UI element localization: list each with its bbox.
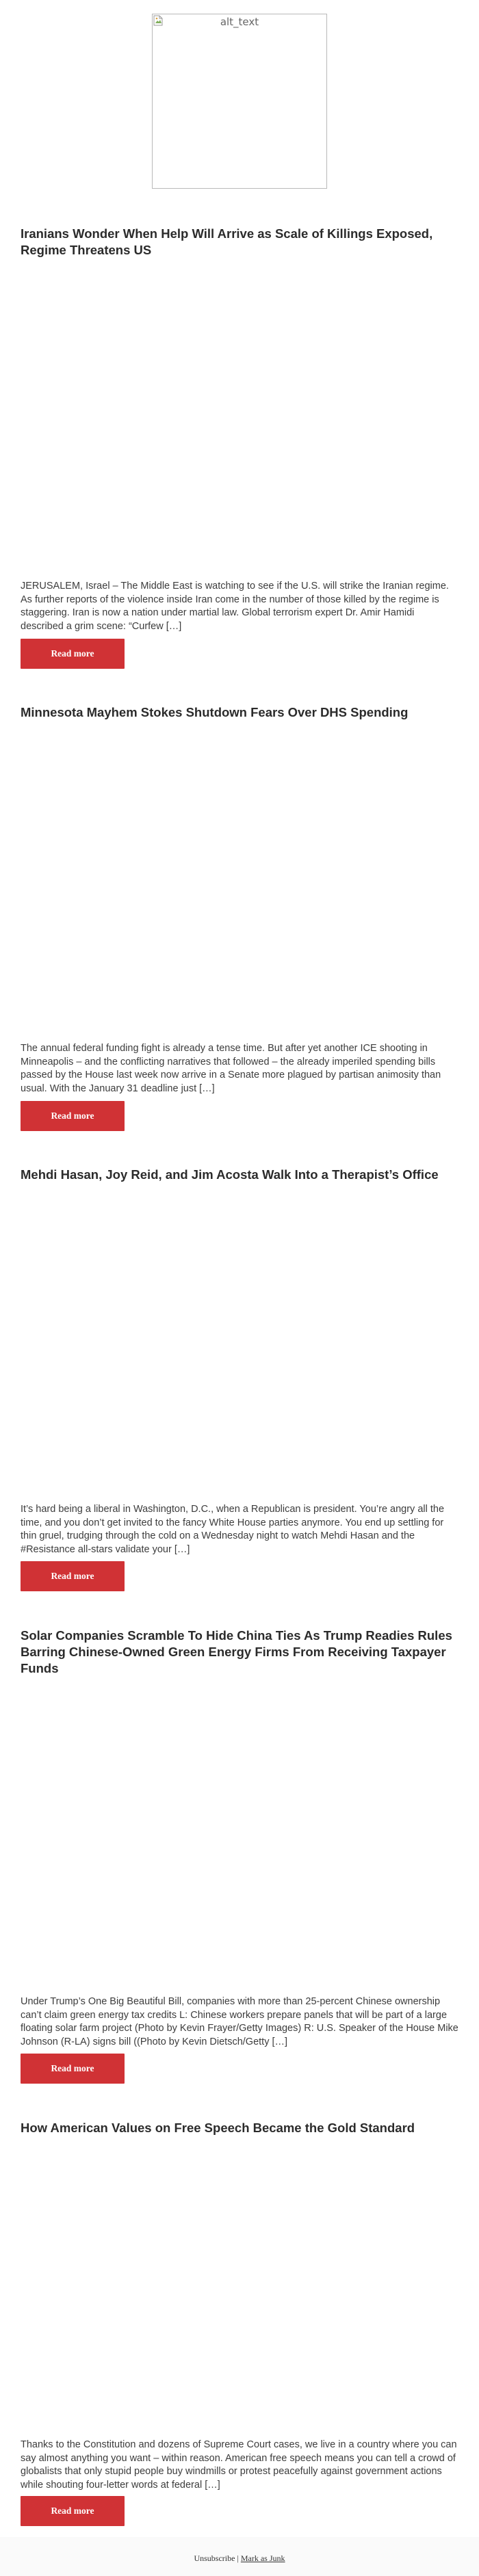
article-button-block: [21, 2496, 458, 2526]
article-button-block: [21, 2054, 458, 2084]
article-excerpt-block: [21, 1995, 458, 2049]
footer: [0, 2537, 479, 2576]
footer-separator: |: [237, 2553, 239, 2563]
logo-container: [0, 14, 479, 189]
article-item: [21, 2120, 458, 2136]
logo-alt-text: alt_text: [220, 16, 259, 28]
logo-image-placeholder: [152, 14, 327, 189]
article-excerpt-block: [21, 1042, 458, 1096]
article-title[interactable]: How American Values on Free Speech Became the Gold Standard: [21, 2121, 415, 2135]
read-more-button[interactable]: Read more: [21, 1561, 125, 1591]
article-title[interactable]: Iranians Wonder When Help Will Arrive as Scale of Killings Exposed, Regime Threatens US: [21, 226, 433, 257]
read-more-button[interactable]: Read more: [21, 2054, 125, 2084]
mark-as-junk-link[interactable]: Mark as Junk: [240, 2553, 285, 2563]
article-excerpt-block: [21, 2439, 458, 2492]
article-item: [21, 1628, 458, 1677]
article-title[interactable]: Minnesota Mayhem Stokes Shutdown Fears Over DHS Spending: [21, 705, 409, 719]
article-title[interactable]: Solar Companies Scramble To Hide China Ties As Trump Readies Rules Barring Chinese-Owned Green Energy Firms From Receiving Taxpayer Funds: [21, 1628, 452, 1675]
article-excerpt-block: [21, 1503, 458, 1556]
article-excerpt: JERUSALEM, Israel – The Middle East is watching to see if the U.S. will strike the Iranian regime. As further reports of the violence inside Iran come in the number of those killed by the regime is staggering. Iran is now a nation under martial law. Global terrorism expert Dr. Amir Hamidi described a grim scene: “Curfew […]: [21, 581, 449, 632]
article-excerpt: It’s hard being a liberal in Washington, D.C., when a Republican is president. You’re angry all the time, and you don’t get invited to the fancy White House parties anymore. You end up settling for thin gruel, trudging through the cold on a Wednesday night to watch Mehdi Hasan and the #Resistance all-stars validate your […]: [21, 1504, 445, 1555]
article-excerpt: The annual federal funding fight is already a tense time. But after yet another ICE shooting in Minneapolis – and the conflicting narratives that followed – the already imperiled spending bills passed by the House last week now arrive in a Senate more plagued by partisan animosity than usual. With the January 31 deadline just […]: [21, 1043, 441, 1094]
article-button-block: [21, 639, 458, 669]
read-more-button[interactable]: Read more: [21, 639, 125, 669]
read-more-button[interactable]: Read more: [21, 1101, 125, 1131]
article-excerpt: Under Trump’s One Big Beautiful Bill, companies with more than 25-percent Chinese ownership can’t claim green energy tax credits L: Chinese workers prepare panels that will be part of a large floating solar farm project (Photo by Kevin Frayer/Getty Images) R: U.S. Speaker of the House Mike Johnson (R-LA) signs bill ((Photo by Kevin Dietsch/Getty […]: [21, 1996, 458, 2047]
article-title[interactable]: Mehdi Hasan, Joy Reid, and Jim Acosta Walk Into a Therapist’s Office: [21, 1167, 439, 1182]
article-item: [21, 1167, 458, 1183]
article-button-block: [21, 1101, 458, 1131]
article-item: [21, 704, 458, 721]
read-more-button[interactable]: Read more: [21, 2496, 125, 2526]
article-excerpt: Thanks to the Constitution and dozens of Supreme Court cases, we live in a country where you can say almost anything you want – within reason. American free speech means you can tell a crowd of globalists that only stupid people buy windmills or protest peacefully against government actions while shouting four-letter words at federal […]: [21, 2439, 457, 2491]
article-item: [21, 226, 458, 258]
article-excerpt-block: [21, 580, 458, 633]
article-button-block: [21, 1561, 458, 1591]
unsubscribe-text[interactable]: Unsubscribe: [194, 2553, 235, 2563]
